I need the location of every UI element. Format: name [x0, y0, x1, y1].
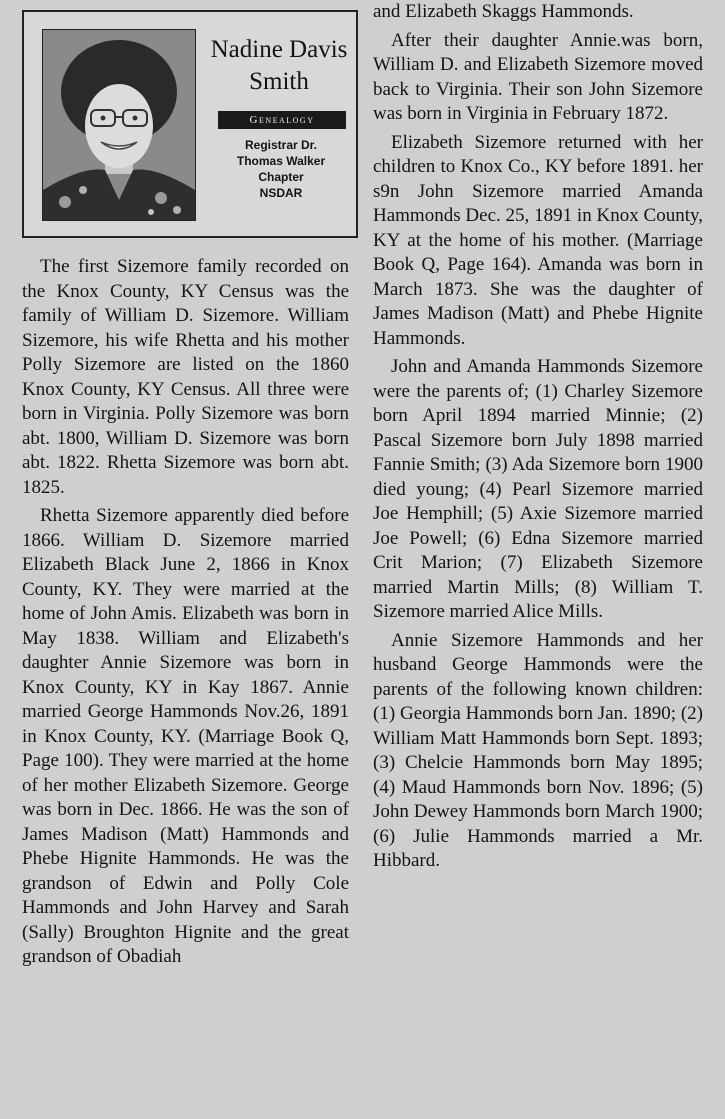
- article-paragraph: The first Sizemore family recorded on the Knox County, KY Census was the family of William D. Sizemore. William Sizemore, his wife Rhetta and his mother Polly Sizemore are listed on the 1860 Knox County, KY Census. All three were born in Virginia. Polly Sizemore was born abt. 1800, William D. Sizemore was born abt. 1822. Rhetta Sizemore was born abt. 1825.: [22, 256, 349, 498]
- section-label: Genealogy: [218, 111, 346, 129]
- article-paragraph: Elizabeth Sizemore returned with her children to Knox Co., KY before 1891. her s9n John Sizemore married Amanda Hammonds Dec. 25, 1891 in Knox County, KY at the home of his mother. (Marriage Book Q, Page 164). Amanda was born in March 1873. She was the daughter of James Madison (Matt) and Phebe Hignite Hammonds.: [373, 131, 703, 349]
- article-continuation: and Elizabeth Skaggs Hammonds.: [373, 1, 634, 22]
- article-paragraph: Rhetta Sizemore apparently died before 1866. William D. Sizemore married Elizabeth Black June 2, 1866 in Knox County, KY. They were married at the home of John Amis. Elizabeth was born in May 1838. William and Elizabeth's daughter Annie Sizemore was born in Knox County, KY in Kay 1867. Annie married George Hammonds Nov.26, 1891 in Knox County, KY. (Marriage Book Q, Page 100). They were married at the home of her mother Elizabeth Sizemore. George was born in Dec. 1866. He was the son of James Madison (Matt) Hammonds and Phebe Hignite Hammonds. He was the grandson of Edwin and Polly Cole Hammonds and John Harvey and Sarah (Sally) Broughton Hignite and the great grandson of Obadiah: [22, 505, 349, 967]
- credit-line: Thomas Walker: [236, 154, 326, 168]
- article-paragraph: After their daughter Annie.was born, William D. and Elizabeth Sizemore moved back to Virginia. Their son John Sizemore was born in Virginia in February 1872.: [373, 29, 703, 124]
- credit-line: NSDAR: [259, 186, 303, 200]
- article-paragraph: John and Amanda Hammonds Sizemore were the parents of; (1) Charley Sizemore born April 1894 married Minnie; (2) Pascal Sizemore born July 1898 married Fannie Smith; (3) Ada Sizemore born 1900 died young; (4) Pearl Sizemore married Joe Hemphill; (5) Axie Sizemore married Joe Powell; (6) Edna Sizemore married Crit Marion; (7) Elizabeth Sizemore married Martin Mills; (8) William T. Sizemore married Alice Mills.: [373, 356, 703, 622]
- right-column: [373, 0, 703, 874]
- author-name: Nadine Davis Smith: [210, 36, 348, 95]
- left-column: [22, 0, 349, 970]
- article-paragraph: Annie Sizemore Hammonds and her husband George Hammonds were the parents of the following known children: (1) Georgia Hammonds born Jan. 1890; (2) William Matt Hammonds born Sept. 1893; (3) Chelcie Hammonds born May 1895; (4) Maud Hammonds born Nov. 1896; (5) John Dewey Hammonds born March 1900; (6) Julie Hammonds married a Mr. Hibbard.: [373, 629, 703, 871]
- credit-line: Registrar Dr.: [244, 138, 318, 152]
- credit-line: Chapter: [258, 170, 304, 184]
